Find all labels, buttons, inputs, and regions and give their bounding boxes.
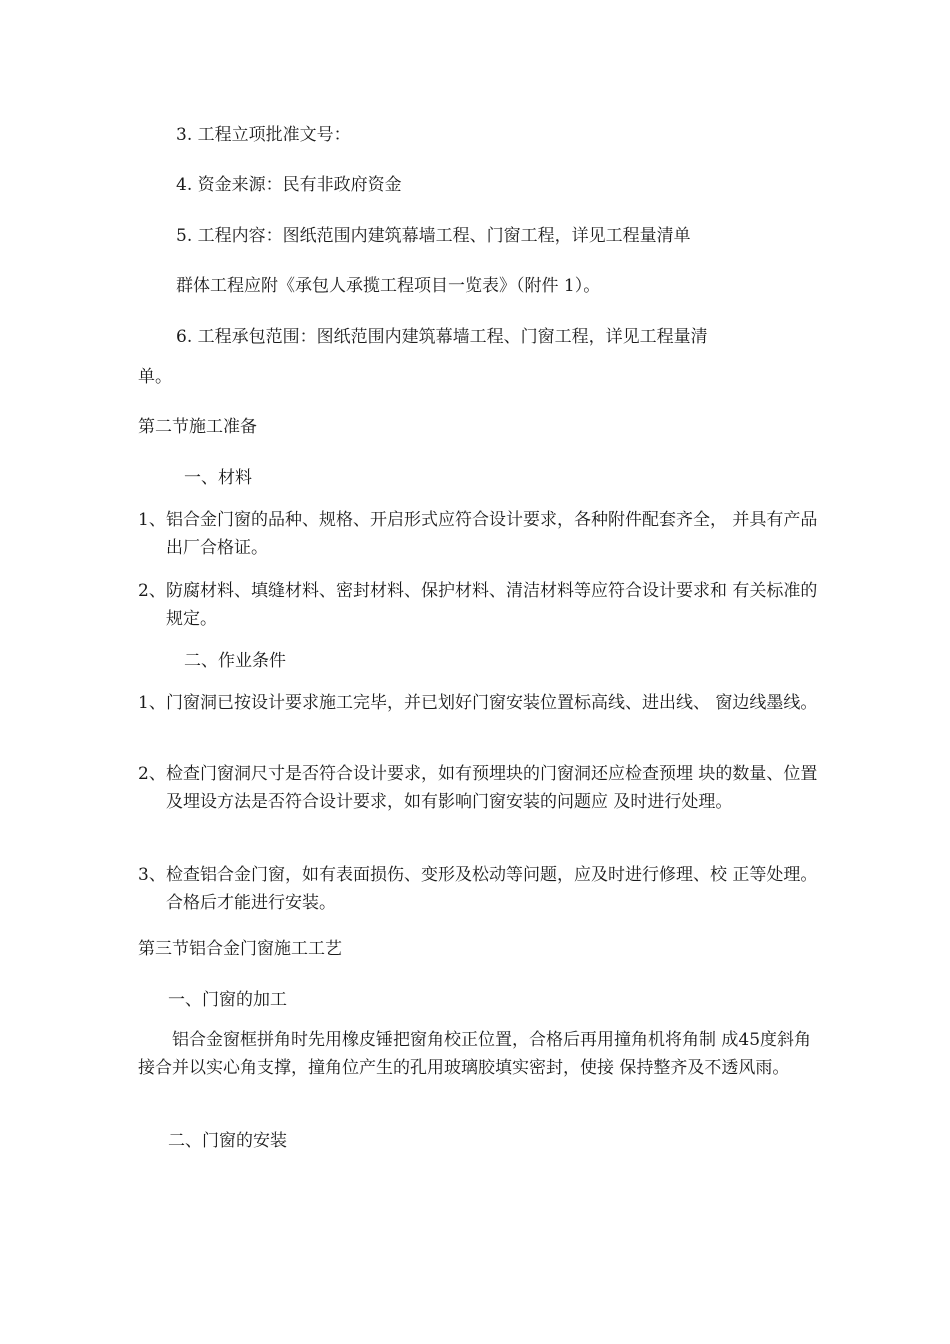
item-6-continuation: 单。 [138, 367, 172, 387]
list-number: 2、 [138, 764, 166, 784]
section-2-title: 第二节施工准备 [138, 417, 257, 437]
section-3-title: 第三节铝合金门窗施工工艺 [138, 939, 342, 959]
list-text: 铝合金门窗的品种、规格、开启形式应符合设计要求，各种附件配套齐全， 并具有产品出厂合格证。 [166, 510, 818, 558]
item-6-contract-scope: 6. 工程承包范围：图纸范围内建筑幕墙工程、门窗工程，详见工程量清 [176, 327, 708, 347]
material-item-1 [138, 506, 828, 562]
item-5-continuation: 群体工程应附《承包人承揽工程项目一览表》（附件 1）。 [176, 276, 601, 296]
list-text: 防腐材料、填缝材料、密封材料、保护材料、清洁材料等应符合设计要求和 有关标准的规定。 [166, 581, 818, 629]
list-number: 1、 [138, 510, 166, 530]
list-text: 门窗洞已按设计要求施工完毕，并已划好门窗安装位置标高线、进出线、 窗边线墨线。 [166, 693, 818, 713]
processing-heading: 一、门窗的加工 [168, 990, 287, 1010]
condition-item-2 [138, 760, 828, 816]
conditions-heading: 二、作业条件 [184, 651, 286, 671]
condition-item-1 [138, 689, 828, 717]
material-item-2 [138, 577, 828, 633]
installation-heading: 二、门窗的安装 [168, 1131, 287, 1151]
materials-heading: 一、材料 [184, 468, 252, 488]
list-text: 检查铝合金门窗，如有表面损伤、变形及松动等问题，应及时进行修理、校 正等处理。合格后才能进行安装。 [166, 865, 818, 913]
list-number: 2、 [138, 581, 166, 601]
item-4-funding-source: 4. 资金来源：民有非政府资金 [176, 175, 402, 195]
processing-paragraph: 铝合金窗框拼角时先用橡皮锤把窗角校正位置，合格后再用撞角机将角制 成45度斜角接合并以实心角支撑，撞角位产生的孔用玻璃胶填实密封，使接 保持整齐及不透风雨。 [138, 1030, 812, 1078]
list-text: 检查门窗洞尺寸是否符合设计要求，如有预埋块的门窗洞还应检查预埋 块的数量、位置及埋设方法是否符合设计要求，如有影响门窗安装的问题应 及时进行处理。 [166, 764, 818, 812]
list-number: 1、 [138, 693, 166, 713]
list-number: 3、 [138, 865, 166, 885]
item-3-approval-number: 3. 工程立项批准文号： [176, 125, 351, 145]
item-5-project-content: 5. 工程内容：图纸范围内建筑幕墙工程、门窗工程，详见工程量清单 [176, 226, 691, 246]
condition-item-3 [138, 861, 828, 917]
